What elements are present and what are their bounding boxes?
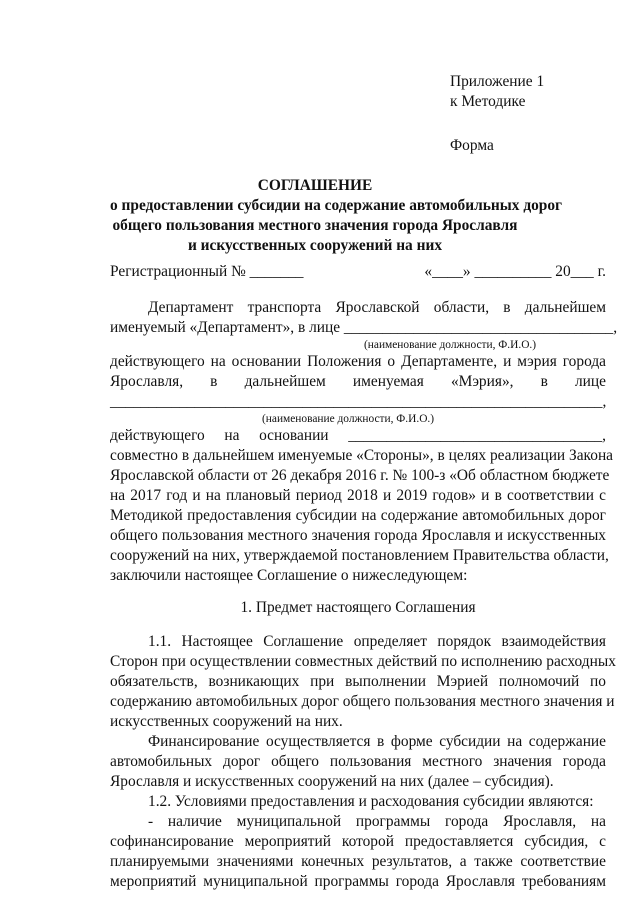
title-line: общего пользования местного значения города Ярославля (112, 217, 518, 234)
title-line: СОГЛАШЕНИЕ (257, 177, 373, 194)
field-hint: (наименование должности, Ф.И.О.) (364, 339, 537, 351)
text-line: совместно в дальнейшем именуемые «Стороны», в целях реализации Закона (110, 447, 614, 464)
text-line: Ярославля, в дальнейшем именуемая «Мэрия», в лице (110, 373, 606, 390)
text-line: софинансирование мероприятий которой предоставляется субсидия, с (110, 833, 606, 850)
document-title (110, 176, 563, 256)
text-line: действующего на основании _________________________________, (110, 427, 606, 444)
registration-number: Регистрационный № _______ (110, 263, 304, 280)
text-line: 1.1. Настоящее Соглашение определяет порядок взаимодействия (148, 633, 606, 650)
text-line: Финансирование осуществляется в форме субсидии на содержание (148, 733, 606, 750)
text-line: Методикой предоставления субсидии на содержание автомобильных дорог (110, 507, 606, 524)
text-line: общего пользования местного значения города Ярославля и искусственных (110, 527, 606, 544)
text-line: 1.2. Условиями предоставления и расходования субсидии являются: (148, 793, 594, 810)
text-line: - наличие муниципальной программы города Ярославля, на (148, 813, 606, 830)
text-line: действующего на основании Положения о Департаменте, и мэрия города (110, 353, 606, 370)
attachment-block (450, 72, 544, 156)
text-line: именуемый «Департамент», в лице ___________________________________, (110, 319, 618, 336)
section-heading: 1. Предмет настоящего Соглашения (240, 599, 476, 616)
attachment-line: Приложение 1 (450, 73, 545, 90)
text-line: Ярославской области от 26 декабря 2016 г. № 100-з «Об областном бюджете (110, 467, 610, 484)
text-line: обязательств, возникающих при выполнении Мэрией полномочий по (110, 673, 606, 690)
text-line: ________________________________________________________________, (110, 393, 607, 410)
text-line: автомобильных дорог общего пользования местного значения города (110, 753, 606, 770)
title-line: о предоставлении субсидии на содержание автомобильных дорог (110, 197, 563, 214)
text-line: планируемыми значениями конечных результатов, а также соответствие (110, 853, 606, 870)
text-line: на 2017 год и на плановый период 2018 и 2019 годов» и в соответствии с (110, 487, 606, 504)
title-line: и искусственных сооружений на них (187, 237, 443, 254)
text-line: Сторон при осуществлении совместных действий по исполнению расходных (110, 653, 616, 670)
text-line: мероприятий муниципальной программы города Ярославля требованиям (110, 873, 606, 890)
text-line: Департамент транспорта Ярославской области, в дальнейшем (148, 299, 606, 316)
text-line: сооружений на них, утверждаемой постановлением Правительства области, (110, 547, 609, 564)
text-line: Ярославля и искусственных сооружений на них (далее – субсидия). (110, 773, 554, 790)
text-line: заключили настоящее Соглашение о нижеследующем: (110, 567, 468, 584)
document-body (110, 298, 618, 892)
attachment-line: к Методике (450, 93, 526, 110)
registration-date: «____» __________ 20___ г. (424, 263, 606, 280)
text-line: содержанию автомобильных дорог общего пользования местного значения и (110, 693, 615, 710)
text-line: искусственных сооружений на них. (110, 713, 343, 730)
field-hint: (наименование должности, Ф.И.О.) (262, 413, 435, 425)
form-label: Форма (450, 137, 494, 154)
